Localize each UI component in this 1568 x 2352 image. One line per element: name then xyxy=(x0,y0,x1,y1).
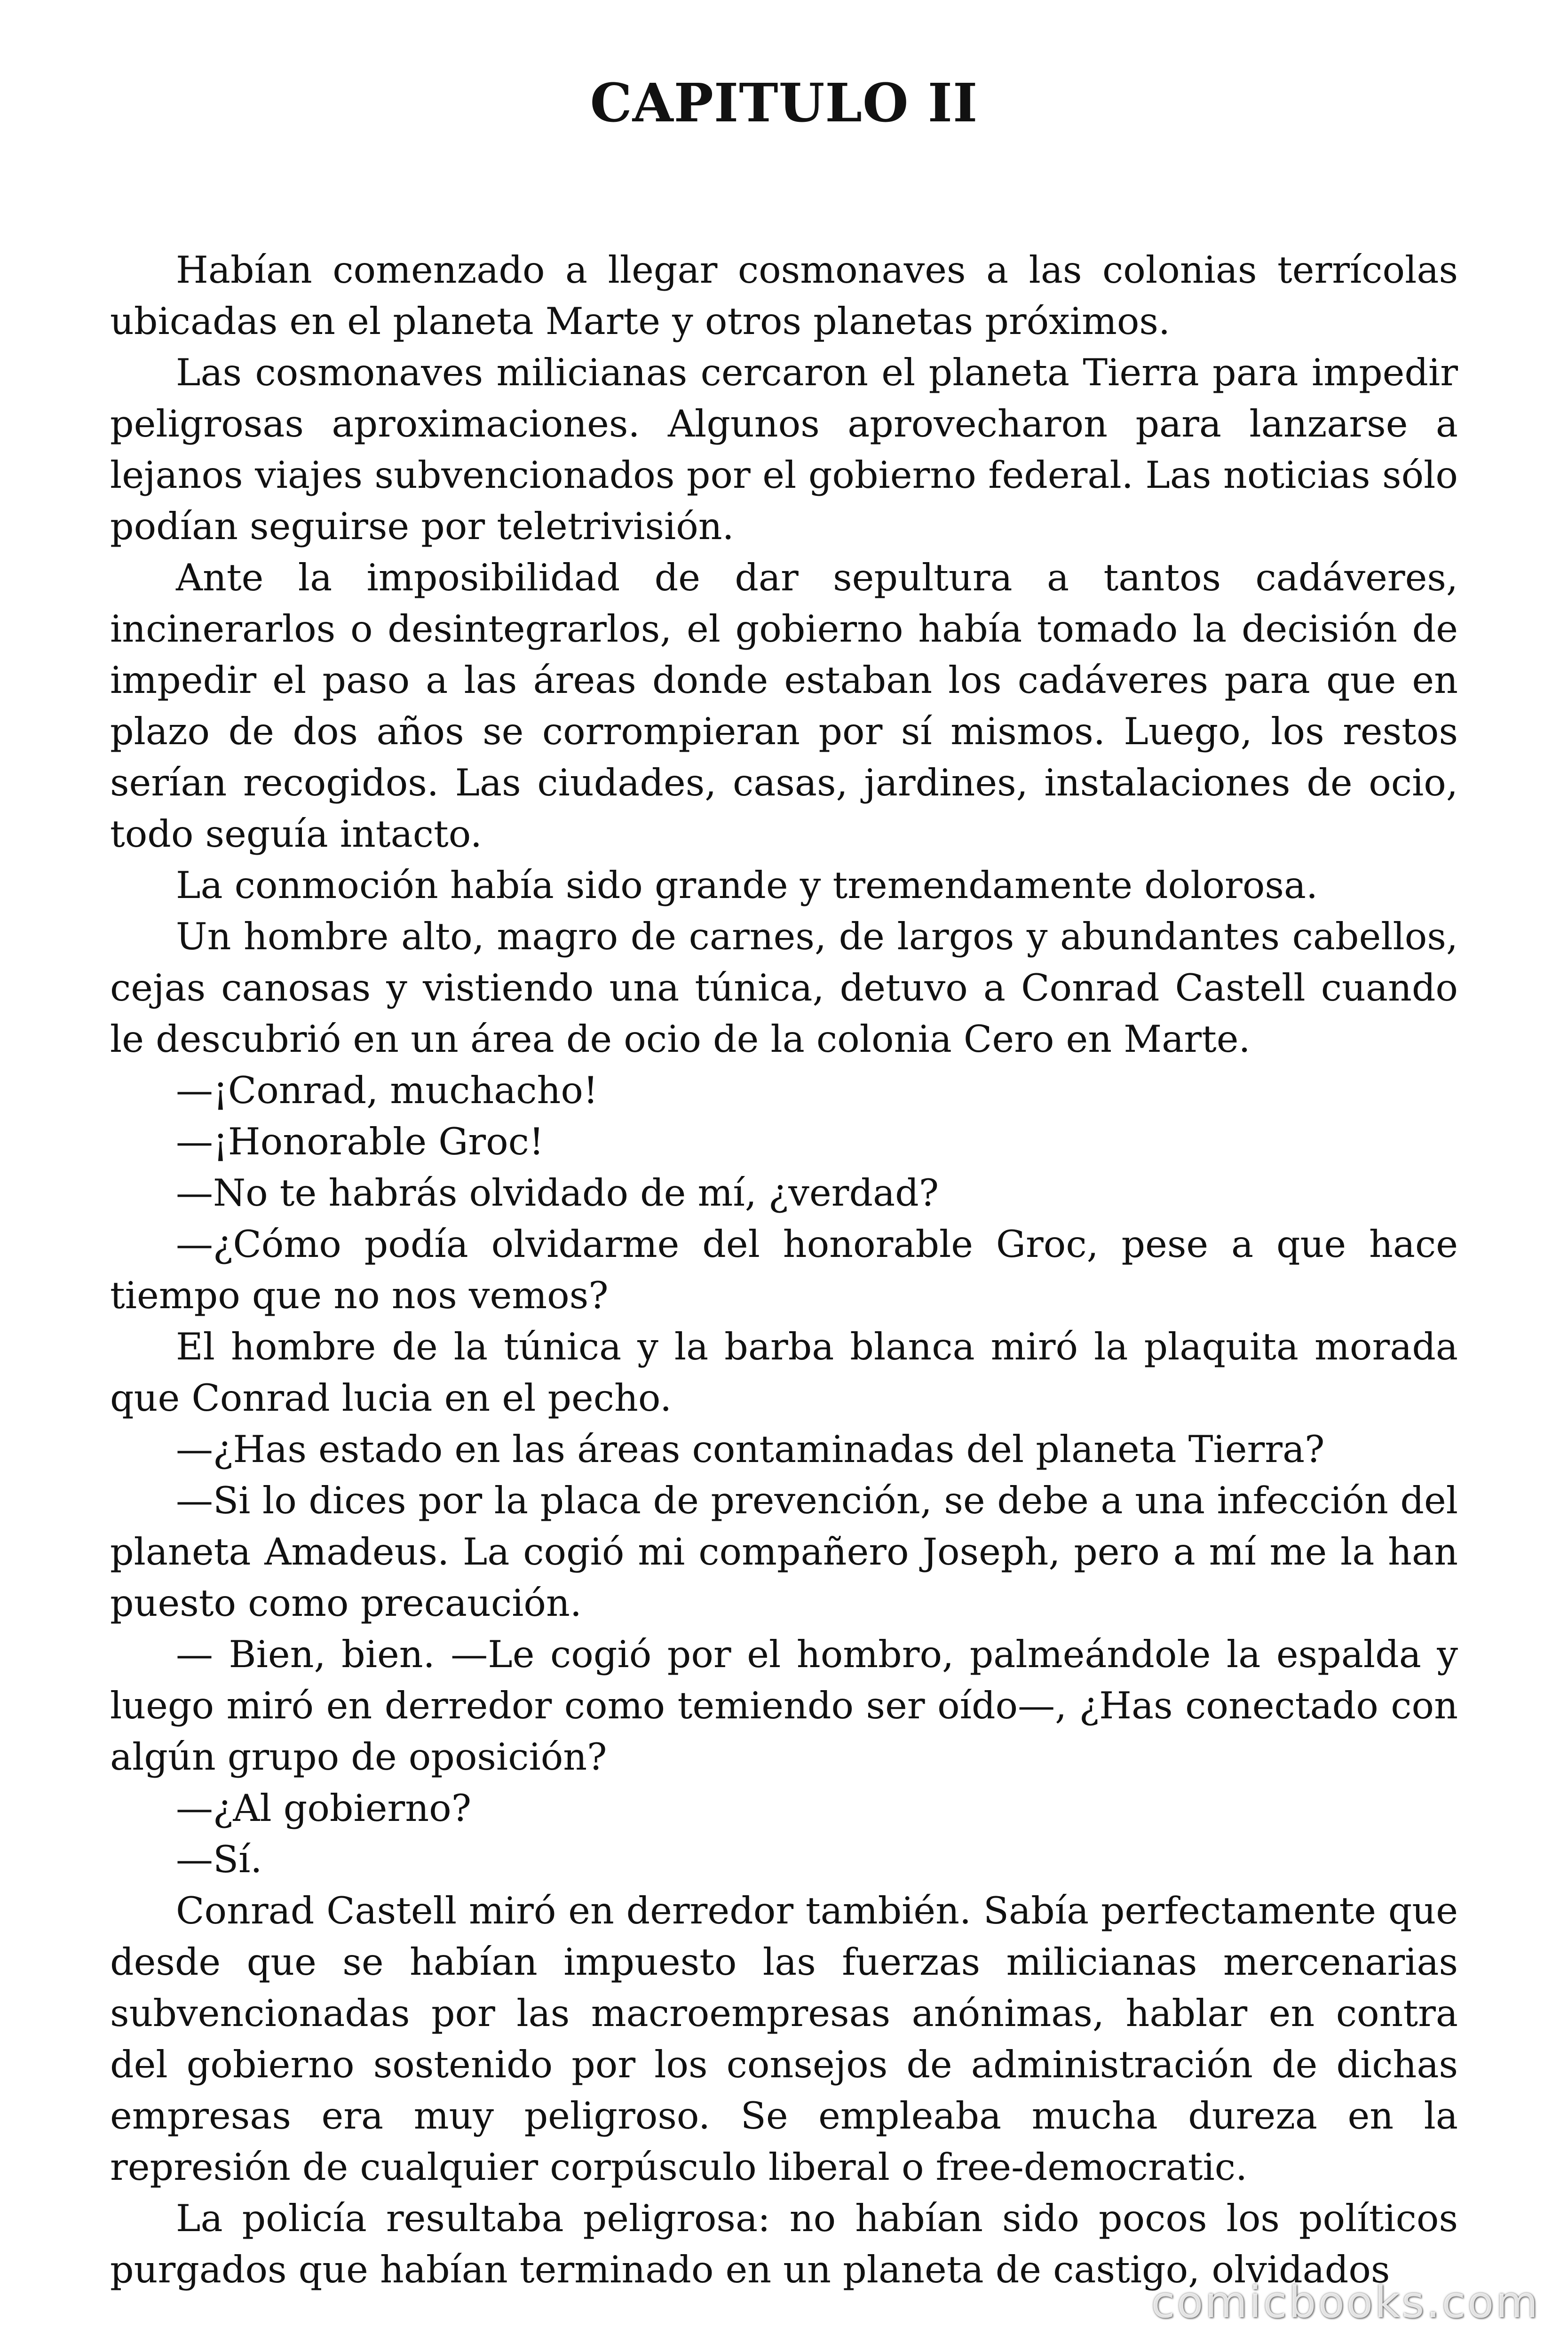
paragraph: Habían comenzado a llegar cosmonaves a las colonias terrícolas ubicadas en el planeta Marte y otros planetas próximos. xyxy=(110,248,1458,343)
dialogue-line: —¡Honorable Groc! xyxy=(176,1120,544,1163)
paragraph: La conmoción había sido grande y tremendamente dolorosa. xyxy=(176,864,1318,907)
paragraph: El hombre de la túnica y la barba blanca miró la plaquita morada que Conrad lucia en el pecho. xyxy=(110,1325,1458,1420)
paragraph: La policía resultaba peligrosa: no habían sido pocos los políticos purgados que habían terminado en un planeta de castigo, olvidados xyxy=(110,2197,1458,2291)
dialogue-line: — Bien, bien. —Le cogió por el hombro, palmeándole la espalda y luego miró en derredor como temiendo ser oído—, ¿Has conectado con algún grupo de oposición? xyxy=(110,1633,1458,1779)
dialogue-line: —¿Has estado en las áreas contaminadas del planeta Tierra? xyxy=(176,1428,1325,1471)
paragraph: Ante la imposibilidad de dar sepultura a tantos cadáveres, incinerarlos o desintegrarlos, el gobierno había tomado la decisión de impedir el paso a las áreas donde estaban los cadáveres para que en plazo de dos años se corrompieran por sí mismos. Luego, los restos serían recogidos. Las ciudades, casas, jardines, instalaciones de ocio, todo seguía intacto. xyxy=(110,556,1458,856)
dialogue-line: —Si lo dices por la placa de prevención, se debe a una infección del planeta Amadeus. La cogió mi compañero Joseph, pero a mí me la han puesto como precaución. xyxy=(110,1479,1458,1625)
chapter-title: CAPITULO II xyxy=(590,72,978,134)
dialogue-line: —¡Conrad, muchacho! xyxy=(176,1069,598,1112)
paragraph: Conrad Castell miró en derredor también. Sabía perfectamente que desde que se habían impuesto las fuerzas milicianas mercenarias subvencionadas por las macroempresas anónimas, hablar en contra del gobierno sostenido por los consejos de administración de dichas empresas era muy peligroso. Se empleaba mucha dureza en la represión de cualquier corpúsculo liberal o free-democratic. xyxy=(110,1889,1458,2189)
chapter-body xyxy=(110,245,1458,2296)
paragraph: Un hombre alto, magro de carnes, de largos y abundantes cabellos, cejas canosas y vistiendo una túnica, detuvo a Conrad Castell cuando le descubrió en un área de ocio de la colonia Cero en Marte. xyxy=(110,915,1458,1061)
paragraph: Las cosmonaves milicianas cercaron el planeta Tierra para impedir peligrosas aproximaciones. Algunos aprovecharon para lanzarse a lejanos viajes subvencionados por el gobierno federal. Las noticias sólo podían seguirse por teletrivisión. xyxy=(110,351,1458,548)
dialogue-line: —¿Al gobierno? xyxy=(176,1787,472,1830)
dialogue-line: —No te habrás olvidado de mí, ¿verdad? xyxy=(176,1171,939,1215)
dialogue-line: —Sí. xyxy=(176,1838,262,1881)
dialogue-line: —¿Cómo podía olvidarme del honorable Groc, pese a que hace tiempo que no nos vemos? xyxy=(110,1223,1458,1317)
watermark: comicbooks.com xyxy=(1151,2277,1540,2328)
